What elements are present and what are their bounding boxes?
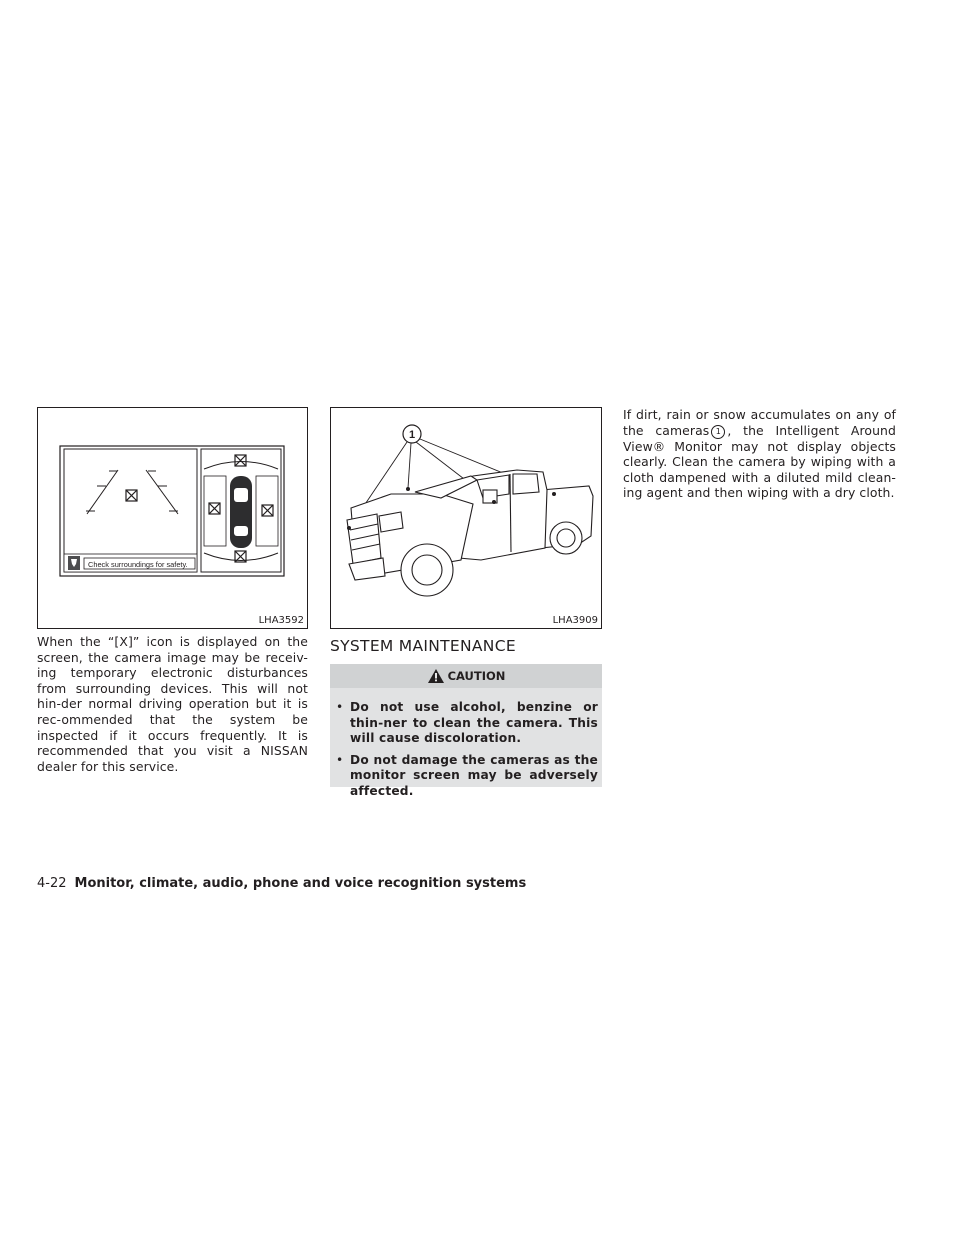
camera-callout: 1	[408, 429, 416, 441]
caution-list	[336, 700, 598, 805]
page-number: 4-22	[37, 876, 67, 891]
chapter-title: Monitor, climate, audio, phone and voice recognition systems	[74, 876, 527, 891]
figure-truck-cameras	[330, 407, 602, 629]
cleaning-text-part2: , the Intelligent Around View® Monitor may not display objects clearly. Clean the camera by wiping with a cloth dampened with a diluted mild clean-ing agent and then wiping with a dry cloth.	[623, 422, 896, 501]
bullet: •	[336, 752, 344, 767]
x-camera-icon	[262, 505, 273, 516]
x-camera-icon	[126, 490, 137, 501]
truck-body	[347, 470, 593, 596]
figure-id: LHA3592	[258, 615, 304, 626]
x-camera-icon	[235, 455, 246, 466]
caution-item-text: Do not use alcohol, benzine or thin-ner to clean the camera. This will cause discoloration.	[350, 700, 598, 745]
camera-callout: 1	[711, 425, 725, 439]
icon-disturbance-paragraph: When the “[X]” icon is displayed on the screen, the camera image may be receiv-ing temporary electronic disturbances from surrounding devices. This will not hin-der normal driving operation but it is rec-ommended that the system be inspected if it occurs frequently. It is recommended that you visit a NISSAN dealer for this service.	[37, 634, 308, 774]
page-footer	[37, 876, 526, 891]
caution-header	[330, 664, 602, 688]
truck-illustration	[331, 408, 603, 630]
monitor-screen-illustration	[38, 408, 309, 630]
figure-monitor-screen	[37, 407, 308, 629]
car-top-view	[230, 476, 252, 548]
bullet: •	[336, 700, 344, 714]
x-camera-icon	[209, 503, 220, 514]
cleaning-text-part1: If dirt, rain or snow accumulates on any of the cameras	[623, 407, 896, 438]
caution-box	[330, 664, 602, 798]
cleaning-paragraph	[623, 407, 896, 501]
warning-icon	[427, 668, 445, 684]
caution-item-text: Do not damage the cameras as the monitor screen may be adversely affected.	[350, 752, 598, 798]
caution-item	[336, 700, 598, 747]
banner-text: Check surroundings for safety.	[88, 560, 188, 569]
section-heading: SYSTEM MAINTENANCE	[330, 637, 516, 655]
caution-item	[336, 753, 598, 800]
figure-id: LHA3909	[552, 615, 598, 626]
caution-title: CAUTION	[447, 669, 506, 683]
